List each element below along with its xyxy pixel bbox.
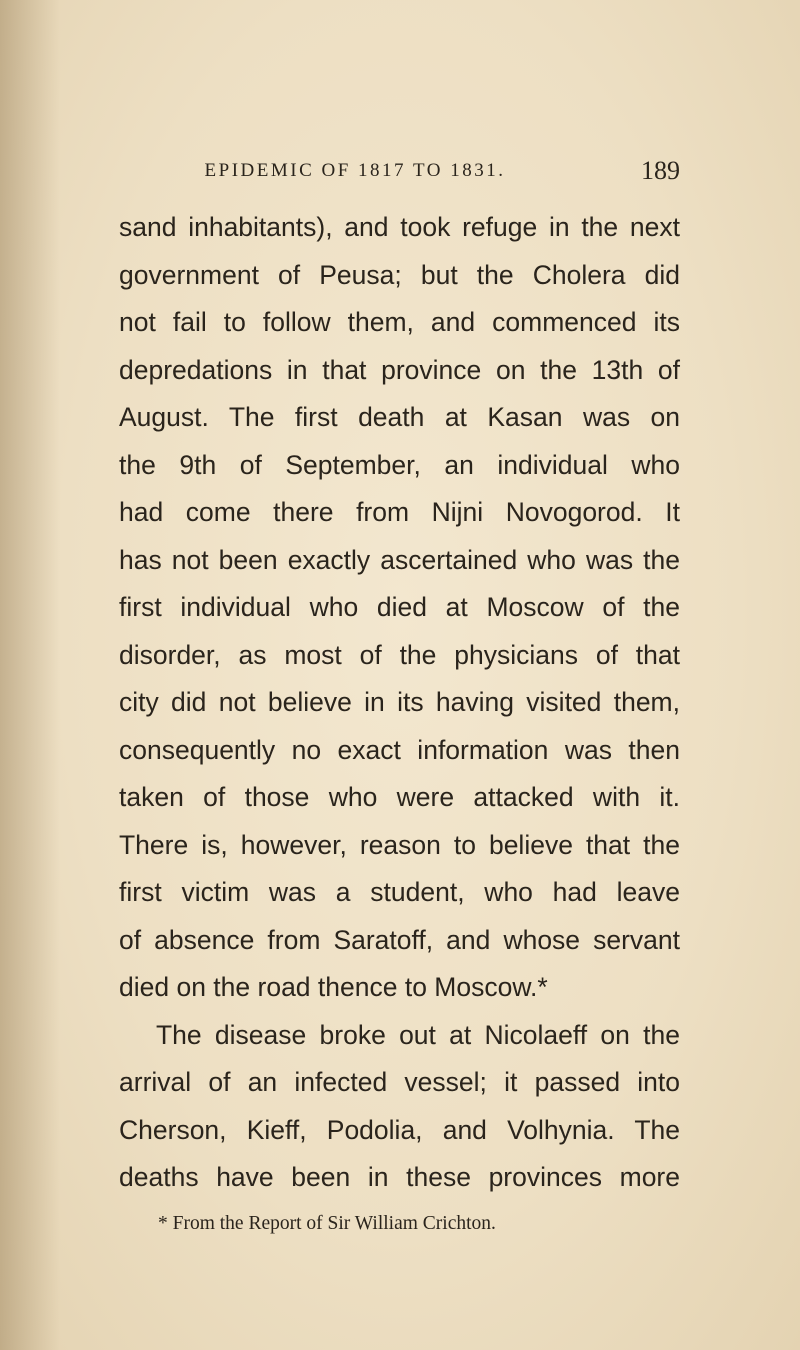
text-line: city did not believe in its having visited them,	[119, 687, 680, 717]
text-line: the 9th of September, an individual who	[119, 449, 680, 480]
page-header	[115, 146, 680, 196]
text-line: deaths have been in these provinces more	[119, 1162, 680, 1192]
text-line: depredations in that province on the 13th of	[119, 354, 680, 385]
text-line: disorder, as most of the physicians of that	[119, 639, 680, 670]
text-line: consequently no exact information was then	[119, 734, 680, 765]
text-line: first victim was a student, who had leave	[119, 877, 680, 907]
text-line: The disease broke out at Nicolaeff on the	[156, 1019, 680, 1050]
text-line: government of Peusa; but the Cholera did	[119, 259, 680, 290]
page-number: 189	[641, 156, 680, 185]
text-line: sand inhabitants), and took refuge in the next	[119, 212, 680, 242]
footnote: * From the Report of Sir William Crichton.	[158, 1213, 496, 1234]
text-line: Cherson, Kieff, Podolia, and Volhynia. The	[119, 1114, 680, 1145]
text-line: of absence from Saratoff, and whose servant	[119, 924, 680, 955]
text-line: There is, however, reason to believe that the	[119, 829, 680, 860]
text-line: has not been exactly ascertained who was the	[119, 544, 680, 575]
text-line: first individual who died at Moscow of the	[119, 592, 680, 622]
text-line: not fail to follow them, and commenced its	[119, 307, 680, 337]
text-line: taken of those who were attacked with it.	[119, 782, 680, 812]
text-line: died on the road thence to Moscow.*	[119, 972, 548, 1002]
body-text	[119, 204, 680, 1202]
text-line: had come there from Nijni Novogorod. It	[119, 497, 680, 527]
text-line: arrival of an infected vessel; it passed into	[119, 1067, 680, 1097]
page-edge-shadow	[0, 0, 60, 1350]
text-line: August. The first death at Kasan was on	[119, 402, 680, 432]
running-title: EPIDEMIC OF 1817 TO 1831.	[204, 160, 506, 181]
